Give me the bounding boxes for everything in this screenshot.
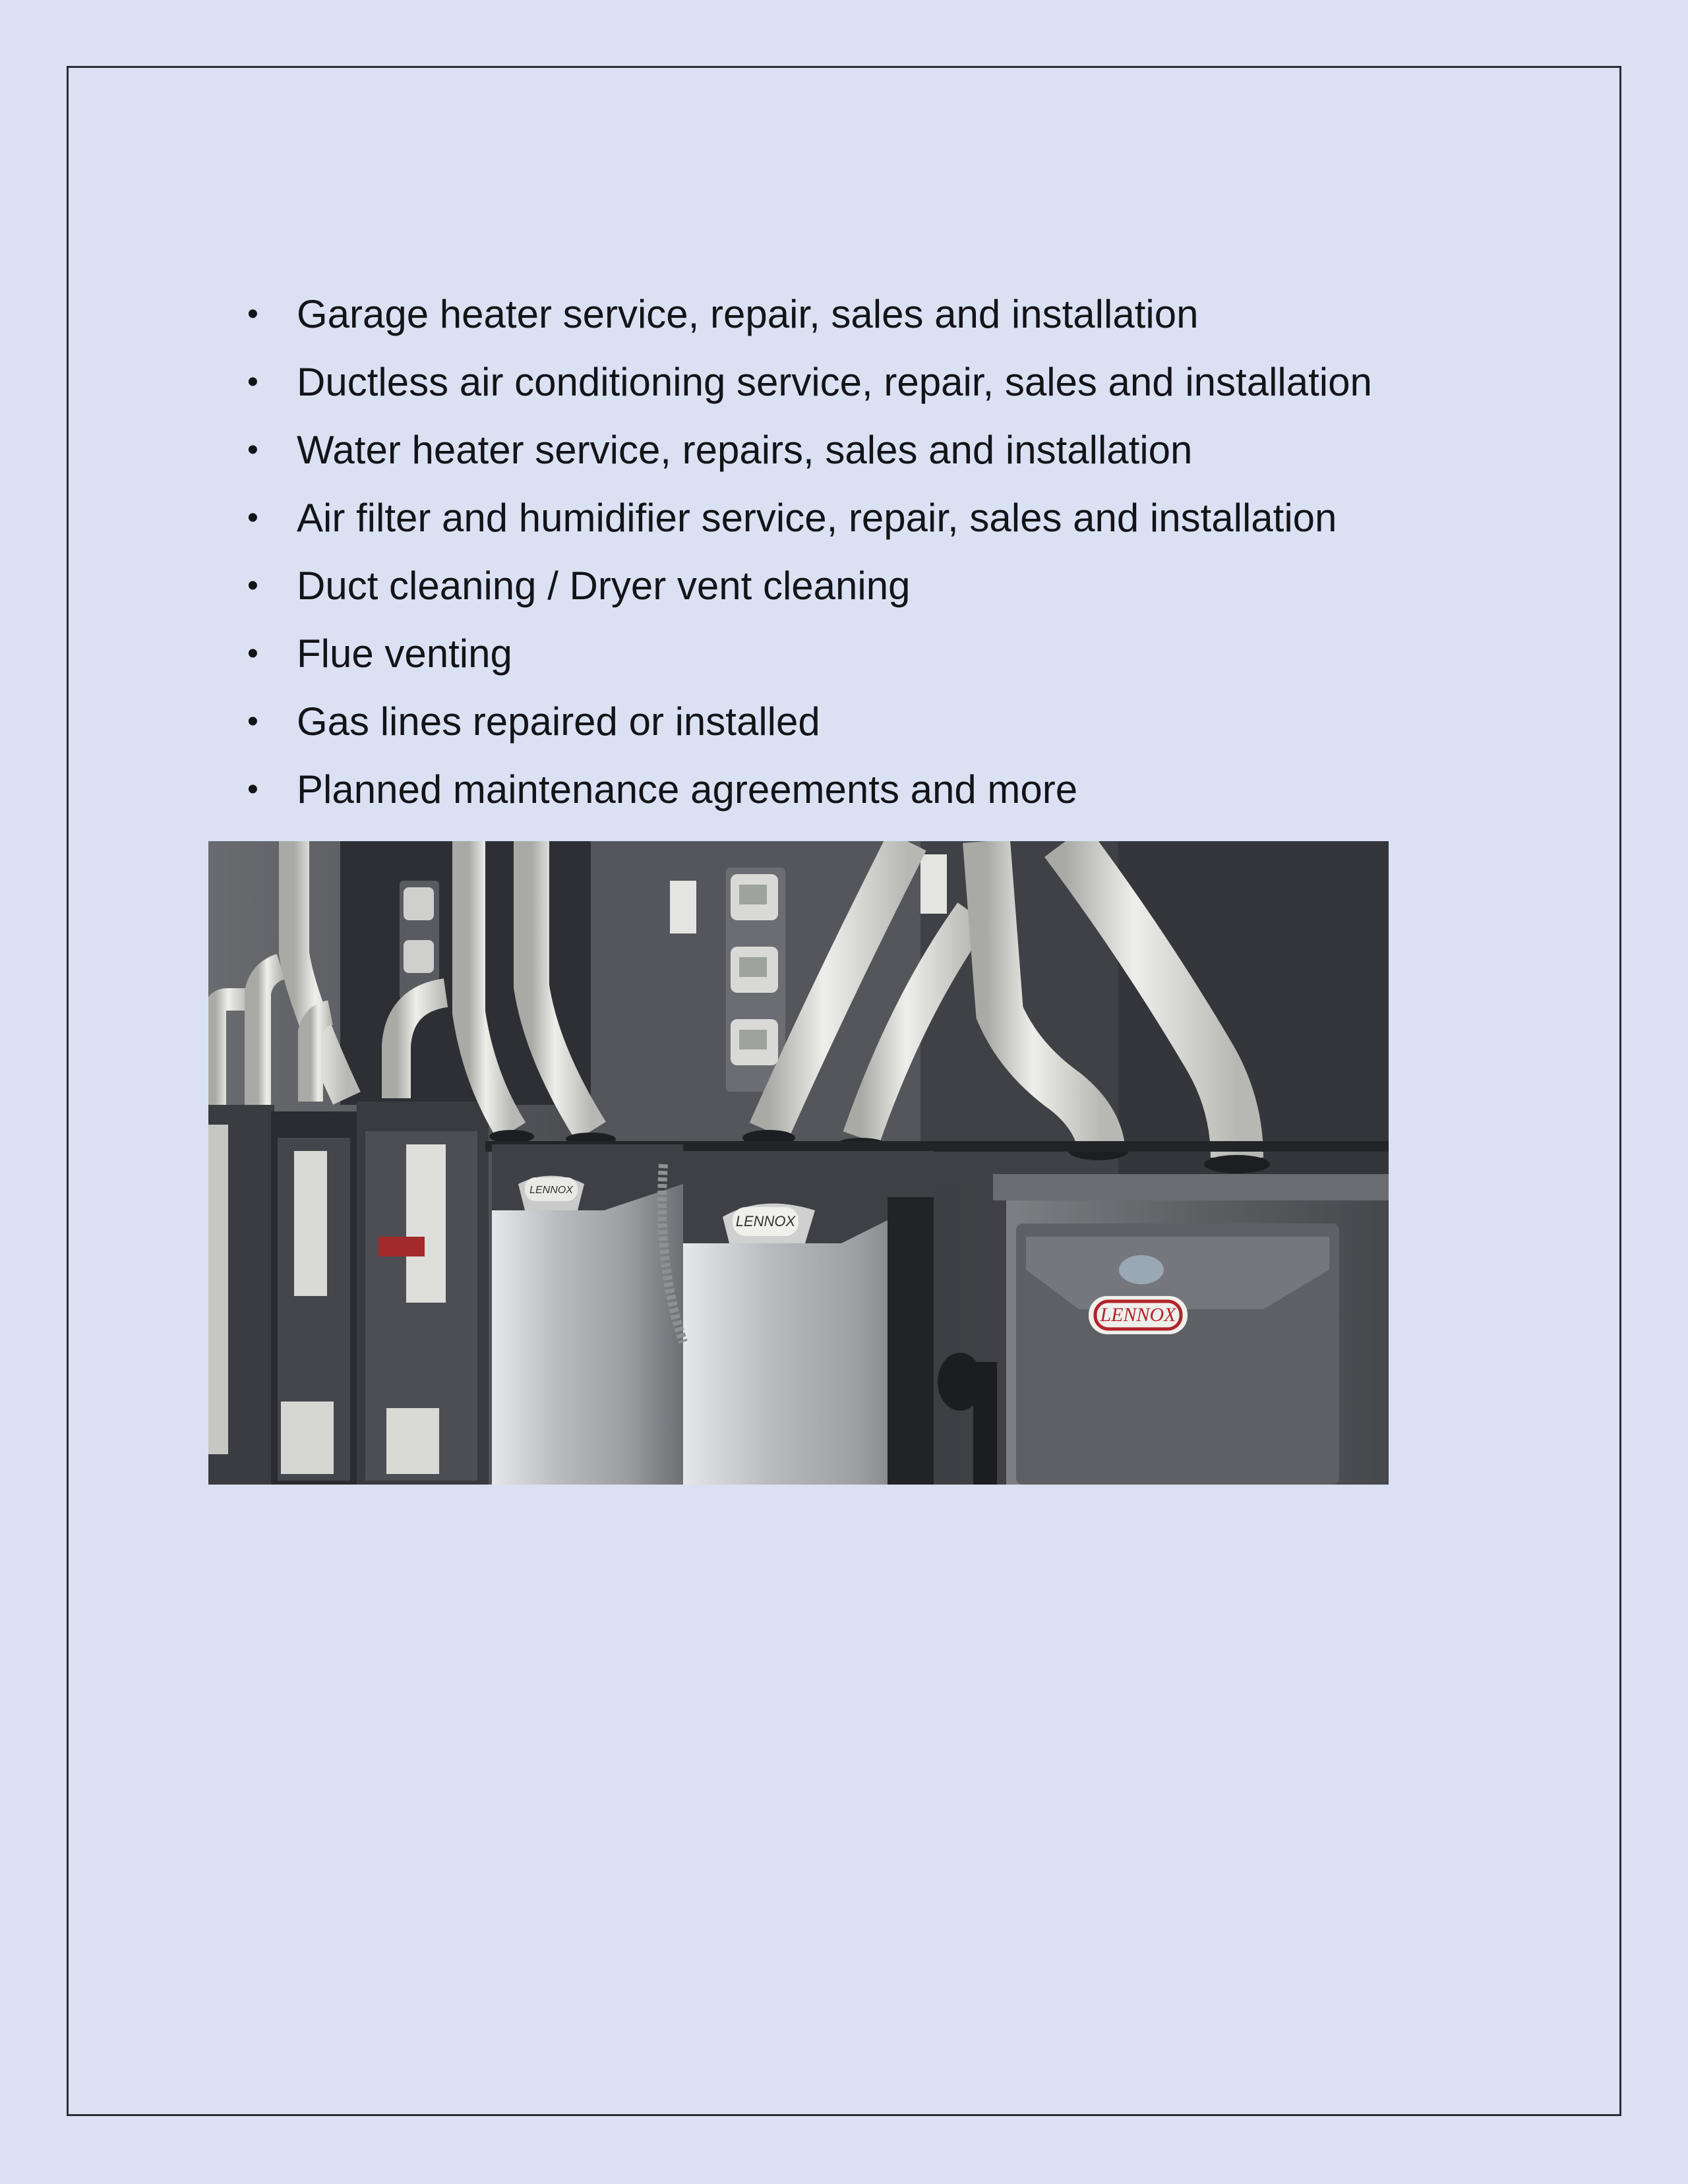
service-text: Water heater service, repairs, sales and installation (297, 428, 1193, 472)
brand-badge: LENNOX (735, 1213, 796, 1229)
service-text: Planned maintenance agreements and more (297, 767, 1078, 812)
furnace-photo (208, 841, 1389, 1485)
list-item (244, 353, 1372, 421)
list-item (244, 556, 1372, 624)
list-item (244, 624, 1372, 692)
list-item (244, 488, 1372, 556)
brand-badge: LENNOX (1100, 1304, 1176, 1326)
services-list (244, 285, 1372, 828)
list-item (244, 285, 1372, 353)
bullet-icon: • (247, 297, 258, 332)
bullet-icon: • (247, 704, 258, 739)
service-text: Duct cleaning / Dryer vent cleaning (297, 564, 911, 608)
bullet-icon: • (247, 432, 258, 467)
bullet-icon: • (247, 772, 258, 807)
brand-badge: LENNOX (529, 1185, 573, 1196)
service-text: Air filter and humidifier service, repair, sales and installation (297, 496, 1337, 540)
service-text: Flue venting (297, 632, 512, 676)
bullet-icon: • (247, 636, 258, 671)
service-text: Gas lines repaired or installed (297, 699, 820, 744)
list-item (244, 760, 1372, 828)
bullet-icon: • (247, 500, 258, 535)
furnace-units-icon (208, 841, 1389, 1485)
service-text: Ductless air conditioning service, repair, sales and installation (297, 360, 1372, 404)
list-item (244, 692, 1372, 760)
list-item (244, 421, 1372, 488)
bullet-icon: • (247, 568, 258, 603)
service-text: Garage heater service, repair, sales and installation (297, 292, 1199, 336)
bullet-icon: • (247, 365, 258, 399)
